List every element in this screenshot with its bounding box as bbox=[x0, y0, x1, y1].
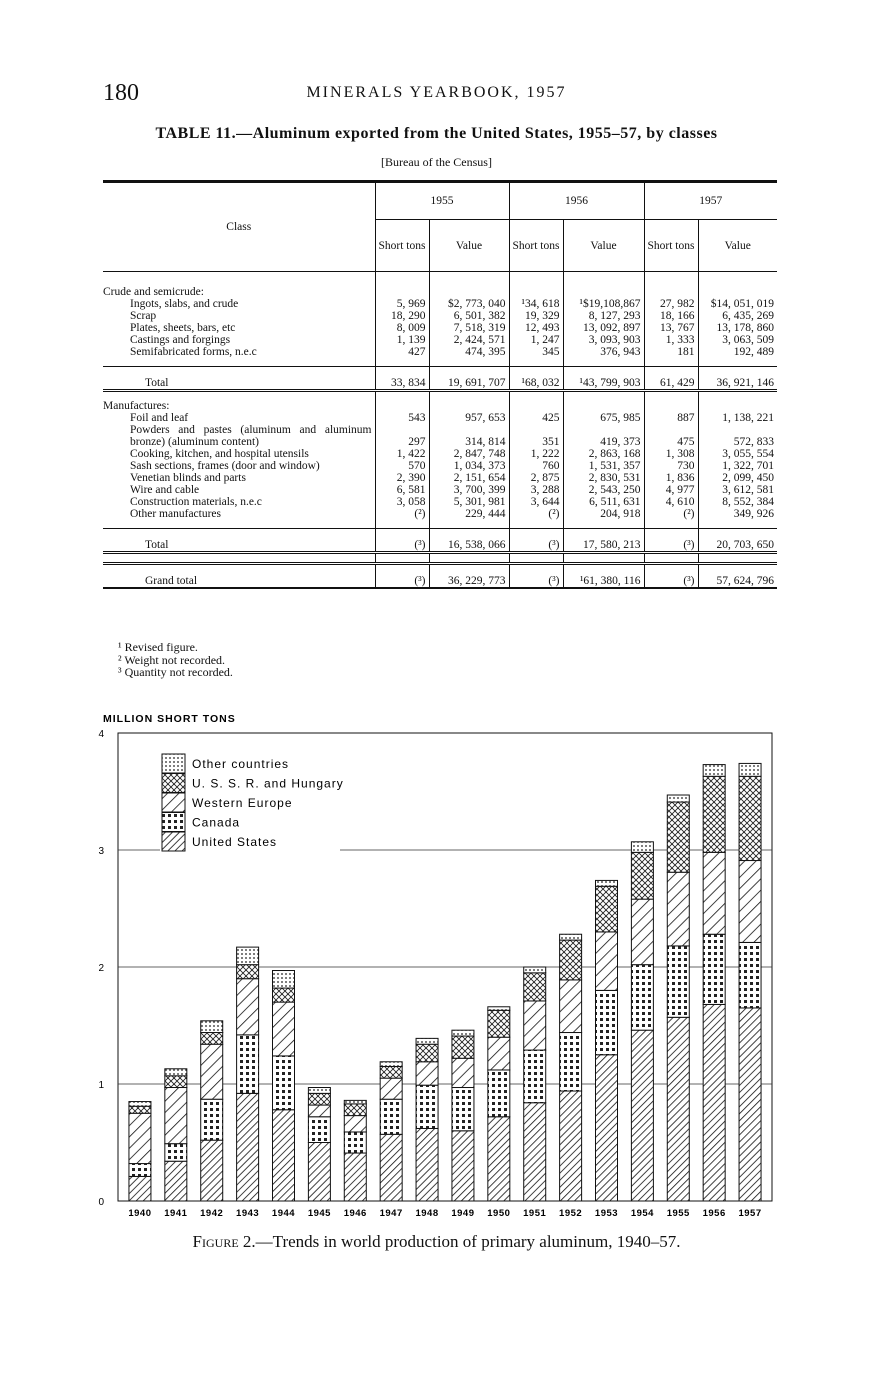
row-cell: 2, 424, 571 bbox=[429, 334, 509, 346]
bar-segment bbox=[488, 1010, 510, 1037]
x-tick-label: 1955 bbox=[666, 1208, 690, 1219]
bar-segment bbox=[560, 934, 582, 940]
bar-segment bbox=[273, 1002, 295, 1056]
bar-segment bbox=[667, 795, 689, 802]
row-cell: ¹61, 380, 116 bbox=[563, 564, 644, 588]
y-axis-label: MILLION SHORT TONS bbox=[103, 713, 236, 725]
row-cell: 3, 700, 399 bbox=[429, 484, 509, 496]
row-cell: 314, 814 bbox=[429, 424, 509, 448]
row-cell bbox=[644, 286, 698, 298]
row-cell: 1, 138, 221 bbox=[698, 412, 777, 424]
x-tick-label: 1949 bbox=[451, 1208, 475, 1219]
y-tick-label: 1 bbox=[98, 1080, 104, 1091]
row-label: Grand total bbox=[145, 574, 198, 587]
row-label: Crude and semicrude: bbox=[103, 286, 204, 298]
x-tick-label: 1956 bbox=[702, 1208, 726, 1219]
row-cell: 1, 531, 357 bbox=[563, 460, 644, 472]
x-tick-label: 1957 bbox=[738, 1208, 762, 1219]
row-cell: (²) bbox=[509, 508, 563, 520]
year-header-1955: 1955 bbox=[375, 182, 509, 220]
figure-caption bbox=[0, 1232, 873, 1252]
row-label: Plates, sheets, bars, etc bbox=[130, 322, 236, 334]
row-label: Ingots, slabs, and crude bbox=[130, 298, 239, 310]
bar-segment bbox=[452, 1058, 474, 1087]
row-cell: (²) bbox=[375, 508, 429, 520]
row-label: Manufactures: bbox=[103, 400, 170, 412]
bar-segment bbox=[237, 1035, 259, 1094]
bar-segment bbox=[631, 965, 653, 1031]
table-row bbox=[103, 460, 777, 472]
x-tick-label: 1951 bbox=[523, 1208, 547, 1219]
bar-segment bbox=[129, 1164, 151, 1177]
bar-segment bbox=[703, 1004, 725, 1201]
row-cell: (³) bbox=[509, 529, 563, 553]
row-cell: 475 bbox=[644, 424, 698, 448]
x-tick-label: 1947 bbox=[379, 1208, 403, 1219]
row-label: Construction materials, n.e.c bbox=[130, 496, 262, 508]
bar-segment bbox=[524, 967, 546, 973]
table-row bbox=[103, 322, 777, 334]
row-cell bbox=[698, 286, 777, 298]
value-header: Value bbox=[429, 220, 509, 272]
bar-segment bbox=[416, 1044, 438, 1062]
row-cell: 16, 538, 066 bbox=[429, 529, 509, 553]
x-tick-label: 1943 bbox=[236, 1208, 260, 1219]
bar-segment bbox=[308, 1143, 330, 1202]
row-cell: 3, 288 bbox=[509, 484, 563, 496]
row-cell: 204, 918 bbox=[563, 508, 644, 520]
bar-segment bbox=[488, 1070, 510, 1117]
row-cell bbox=[563, 400, 644, 412]
row-cell: 229, 444 bbox=[429, 508, 509, 520]
footnote: ³ Quantity not recorded. bbox=[118, 665, 233, 679]
bar-segment bbox=[165, 1144, 187, 1162]
figure-caption-text: —Trends in world production of primary aluminum, 1940–57. bbox=[255, 1232, 681, 1251]
y-tick-label: 0 bbox=[98, 1197, 104, 1208]
bar-segment bbox=[201, 1140, 223, 1201]
row-cell: ¹43, 799, 903 bbox=[563, 367, 644, 391]
row-cell: 474, 395 bbox=[429, 346, 509, 358]
row-label: Foil and leaf bbox=[130, 412, 189, 424]
legend-label: Other countries bbox=[192, 757, 290, 771]
bar-segment bbox=[344, 1132, 366, 1153]
bar-segment bbox=[703, 765, 725, 777]
running-title: MINERALS YEARBOOK, 1957 bbox=[306, 84, 567, 101]
table-row bbox=[103, 484, 777, 496]
row-cell: $14, 051, 019 bbox=[698, 298, 777, 310]
row-cell: 1, 139 bbox=[375, 334, 429, 346]
bar-segment bbox=[703, 852, 725, 934]
row-cell: (³) bbox=[644, 529, 698, 553]
row-cell: 3, 063, 509 bbox=[698, 334, 777, 346]
row-label: Cooking, kitchen, and hospital utensils bbox=[130, 448, 309, 460]
row-cell: 2, 875 bbox=[509, 472, 563, 484]
x-tick-label: 1944 bbox=[271, 1208, 296, 1219]
footnote: ² Weight not recorded. bbox=[118, 652, 226, 667]
row-cell: 2, 847, 748 bbox=[429, 448, 509, 460]
bar-segment bbox=[703, 776, 725, 852]
bar-segment bbox=[524, 1103, 546, 1201]
value-header: Value bbox=[698, 220, 777, 272]
bar-segment bbox=[631, 899, 653, 965]
short-tons-header: Short tons bbox=[509, 220, 563, 272]
row-cell: 36, 921, 146 bbox=[698, 367, 777, 391]
bar-segment bbox=[129, 1106, 151, 1113]
row-cell bbox=[429, 286, 509, 298]
row-cell: 730 bbox=[644, 460, 698, 472]
section-heading bbox=[103, 286, 777, 298]
row-cell: 18, 166 bbox=[644, 310, 698, 322]
bar-segment bbox=[308, 1093, 330, 1105]
x-tick-label: 1945 bbox=[307, 1208, 331, 1219]
row-cell: 2, 830, 531 bbox=[563, 472, 644, 484]
bar-segment bbox=[380, 1062, 402, 1067]
bar-segment bbox=[416, 1038, 438, 1044]
footnotes bbox=[118, 641, 233, 679]
row-cell: 6, 511, 631 bbox=[563, 496, 644, 508]
bar-segment bbox=[667, 1017, 689, 1201]
bar-segment bbox=[380, 1078, 402, 1099]
row-cell bbox=[429, 400, 509, 412]
bar-segment bbox=[237, 1093, 259, 1201]
bar-segment bbox=[596, 1055, 618, 1201]
row-cell: 3, 055, 554 bbox=[698, 448, 777, 460]
row-cell: ¹34, 618 bbox=[509, 298, 563, 310]
row-cell: 6, 581 bbox=[375, 484, 429, 496]
bar-segment bbox=[380, 1134, 402, 1201]
bar-segment bbox=[560, 1091, 582, 1201]
bar-segment bbox=[524, 1001, 546, 1050]
bar-segment bbox=[201, 1021, 223, 1033]
bar-segment bbox=[596, 990, 618, 1054]
table-row bbox=[103, 310, 777, 322]
bar-segment bbox=[524, 1050, 546, 1103]
year-header-1957: 1957 bbox=[644, 182, 777, 220]
row-cell: 33, 834 bbox=[375, 367, 429, 391]
bar-segment bbox=[488, 1037, 510, 1070]
row-cell: (²) bbox=[644, 508, 698, 520]
row-cell: 1, 836 bbox=[644, 472, 698, 484]
bar-segment bbox=[237, 947, 259, 965]
bar-segment bbox=[667, 872, 689, 946]
row-cell bbox=[563, 286, 644, 298]
x-tick-label: 1942 bbox=[200, 1208, 224, 1219]
row-cell: 12, 493 bbox=[509, 322, 563, 334]
row-cell: 19, 691, 707 bbox=[429, 367, 509, 391]
bar-segment bbox=[596, 886, 618, 932]
row-cell: 8, 127, 293 bbox=[563, 310, 644, 322]
bar-segment bbox=[165, 1161, 187, 1201]
row-cell: 7, 518, 319 bbox=[429, 322, 509, 334]
bar-segment bbox=[308, 1105, 330, 1117]
class-header: Class bbox=[103, 182, 375, 272]
row-cell: 3, 058 bbox=[375, 496, 429, 508]
bar-segment bbox=[452, 1088, 474, 1131]
bar-segment bbox=[631, 1030, 653, 1201]
table-row bbox=[103, 298, 777, 310]
legend-swatch bbox=[162, 832, 185, 851]
bar-segment bbox=[452, 1030, 474, 1036]
row-cell bbox=[509, 286, 563, 298]
bar-segment bbox=[201, 1033, 223, 1045]
row-cell: 57, 624, 796 bbox=[698, 564, 777, 588]
x-tick-label: 1950 bbox=[487, 1208, 511, 1219]
bar-segment bbox=[488, 1007, 510, 1011]
table-row bbox=[103, 346, 777, 358]
table-row bbox=[103, 412, 777, 424]
row-cell: 1, 034, 373 bbox=[429, 460, 509, 472]
row-cell: 349, 926 bbox=[698, 508, 777, 520]
row-label: Venetian blinds and parts bbox=[130, 472, 246, 484]
row-cell: 181 bbox=[644, 346, 698, 358]
legend-swatch bbox=[162, 793, 185, 812]
row-cell: 13, 767 bbox=[644, 322, 698, 334]
row-cell: 20, 703, 650 bbox=[698, 529, 777, 553]
row-cell: 18, 290 bbox=[375, 310, 429, 322]
row-spacer bbox=[103, 358, 777, 367]
row-label: Scrap bbox=[130, 310, 157, 322]
bar-segment bbox=[560, 1033, 582, 1092]
bar-segment bbox=[667, 946, 689, 1017]
row-cell: (³) bbox=[509, 564, 563, 588]
bar-segment bbox=[344, 1104, 366, 1116]
row-cell: 1, 322, 701 bbox=[698, 460, 777, 472]
total-row bbox=[103, 367, 777, 391]
row-cell: 3, 644 bbox=[509, 496, 563, 508]
bar-segment bbox=[165, 1076, 187, 1088]
row-cell: 297 bbox=[375, 424, 429, 448]
figure-label: Figure 2. bbox=[192, 1232, 256, 1251]
bar-segment bbox=[596, 880, 618, 886]
bar-segment bbox=[416, 1128, 438, 1201]
row-label: Other manufactures bbox=[130, 508, 222, 520]
y-tick-label: 3 bbox=[98, 846, 104, 857]
bar-segment bbox=[344, 1116, 366, 1132]
y-tick-label: 4 bbox=[98, 729, 104, 740]
table-row bbox=[103, 472, 777, 484]
value-header: Value bbox=[563, 220, 644, 272]
bar-segment bbox=[129, 1113, 151, 1163]
bar-segment bbox=[380, 1066, 402, 1078]
bar-segment bbox=[237, 965, 259, 979]
row-cell: 192, 489 bbox=[698, 346, 777, 358]
section-heading bbox=[103, 400, 777, 412]
row-cell: 572, 833 bbox=[698, 424, 777, 448]
row-spacer bbox=[103, 553, 777, 564]
row-cell: 376, 943 bbox=[563, 346, 644, 358]
row-cell: 425 bbox=[509, 412, 563, 424]
bar-segment bbox=[273, 971, 295, 989]
year-header-1956: 1956 bbox=[509, 182, 644, 220]
row-cell: 2, 099, 450 bbox=[698, 472, 777, 484]
row-cell: $2, 773, 040 bbox=[429, 298, 509, 310]
table-row bbox=[103, 508, 777, 520]
bar-segment bbox=[739, 763, 761, 776]
bar-segment bbox=[273, 988, 295, 1002]
row-spacer bbox=[103, 391, 777, 401]
row-cell: 1, 247 bbox=[509, 334, 563, 346]
chart-svg bbox=[0, 700, 873, 1230]
x-tick-label: 1941 bbox=[164, 1208, 188, 1219]
x-tick-label: 1946 bbox=[343, 1208, 367, 1219]
x-tick-label: 1952 bbox=[559, 1208, 583, 1219]
table-title: TABLE 11.—Aluminum exported from the United States, 1955–57, by classes bbox=[155, 125, 718, 142]
row-cell: 1, 333 bbox=[644, 334, 698, 346]
row-cell: (³) bbox=[375, 529, 429, 553]
row-cell: 345 bbox=[509, 346, 563, 358]
bar-segment bbox=[667, 802, 689, 872]
bar-segment bbox=[703, 934, 725, 1004]
bar-segment bbox=[631, 852, 653, 899]
row-cell bbox=[375, 286, 429, 298]
bar-segment bbox=[560, 980, 582, 1033]
bar-segment bbox=[596, 932, 618, 991]
x-tick-label: 1940 bbox=[128, 1208, 152, 1219]
row-cell: 17, 580, 213 bbox=[563, 529, 644, 553]
row-cell: 36, 229, 773 bbox=[429, 564, 509, 588]
bar-segment bbox=[452, 1131, 474, 1201]
bar-segment bbox=[129, 1176, 151, 1201]
row-cell: 4, 610 bbox=[644, 496, 698, 508]
row-cell: 5, 969 bbox=[375, 298, 429, 310]
bar-segment bbox=[165, 1069, 187, 1076]
bar-segment bbox=[308, 1117, 330, 1143]
bar-segment bbox=[416, 1062, 438, 1085]
bar-segment bbox=[344, 1153, 366, 1201]
bar-segment bbox=[237, 979, 259, 1035]
x-tick-label: 1948 bbox=[415, 1208, 439, 1219]
bar-segment bbox=[380, 1099, 402, 1134]
bar-segment bbox=[416, 1085, 438, 1128]
legend-label: Western Europe bbox=[192, 796, 293, 810]
bar-segment bbox=[524, 973, 546, 1001]
table-row bbox=[103, 448, 777, 460]
row-cell: 543 bbox=[375, 412, 429, 424]
row-cell: 3, 093, 903 bbox=[563, 334, 644, 346]
legend-swatch bbox=[162, 754, 185, 773]
bar-segment bbox=[165, 1088, 187, 1144]
bar-segment bbox=[739, 861, 761, 943]
row-cell: 957, 653 bbox=[429, 412, 509, 424]
y-tick-label: 2 bbox=[98, 963, 104, 974]
row-cell bbox=[375, 400, 429, 412]
row-cell bbox=[644, 400, 698, 412]
row-cell: 1, 422 bbox=[375, 448, 429, 460]
row-label: Total bbox=[145, 539, 169, 551]
row-label: Total bbox=[145, 377, 169, 389]
row-label: Wire and cable bbox=[130, 484, 200, 496]
row-cell: 13, 178, 860 bbox=[698, 322, 777, 334]
legend-swatch bbox=[162, 813, 185, 832]
row-spacer bbox=[103, 520, 777, 529]
row-cell: 4, 977 bbox=[644, 484, 698, 496]
bar-segment bbox=[560, 940, 582, 980]
total-row bbox=[103, 529, 777, 553]
grand-total-row bbox=[103, 564, 777, 588]
page-number: 180 bbox=[103, 80, 139, 106]
bar-segment bbox=[273, 1110, 295, 1201]
legend-label: U. S. S. R. and Hungary bbox=[192, 776, 344, 791]
row-spacer bbox=[103, 272, 777, 287]
row-cell: 351 bbox=[509, 424, 563, 448]
table-source: [Bureau of the Census] bbox=[381, 155, 492, 169]
x-tick-label: 1953 bbox=[594, 1208, 619, 1219]
bar-segment bbox=[201, 1099, 223, 1140]
row-cell: 2, 390 bbox=[375, 472, 429, 484]
short-tons-header: Short tons bbox=[644, 220, 698, 272]
bar-segment bbox=[344, 1100, 366, 1104]
row-cell: (³) bbox=[644, 564, 698, 588]
legend-label: Canada bbox=[192, 815, 241, 830]
row-cell: 887 bbox=[644, 412, 698, 424]
legend-swatch bbox=[162, 774, 185, 793]
bar-segment bbox=[201, 1044, 223, 1099]
table-row bbox=[103, 424, 777, 448]
row-cell: 1, 222 bbox=[509, 448, 563, 460]
row-cell: 27, 982 bbox=[644, 298, 698, 310]
table-row bbox=[103, 496, 777, 508]
row-cell bbox=[698, 400, 777, 412]
bar-segment bbox=[739, 1008, 761, 1201]
bar-segment bbox=[308, 1088, 330, 1094]
row-cell: 427 bbox=[375, 346, 429, 358]
bar-segment bbox=[631, 842, 653, 853]
row-label: Semifabricated forms, n.e.c bbox=[130, 346, 257, 358]
row-label: Powders and pastes (aluminum and aluminum bronze) (aluminum content) bbox=[130, 424, 372, 448]
row-cell bbox=[509, 400, 563, 412]
row-cell: 570 bbox=[375, 460, 429, 472]
bar-segment bbox=[452, 1036, 474, 1058]
x-tick-label: 1954 bbox=[630, 1208, 654, 1219]
row-label: Castings and forgings bbox=[130, 334, 231, 346]
export-table bbox=[103, 180, 777, 589]
production-chart bbox=[0, 700, 873, 1230]
row-cell: 13, 092, 897 bbox=[563, 322, 644, 334]
row-cell: 8, 552, 384 bbox=[698, 496, 777, 508]
row-cell: (³) bbox=[375, 564, 429, 588]
row-cell: 61, 429 bbox=[644, 367, 698, 391]
row-cell: ¹68, 032 bbox=[509, 367, 563, 391]
row-cell: 675, 985 bbox=[563, 412, 644, 424]
row-cell: 6, 435, 269 bbox=[698, 310, 777, 322]
footnote: ¹ Revised figure. bbox=[118, 640, 198, 654]
row-cell: 1, 308 bbox=[644, 448, 698, 460]
row-cell: ¹$19,108,867 bbox=[563, 298, 644, 310]
short-tons-header: Short tons bbox=[375, 220, 429, 272]
row-cell: 5, 301, 981 bbox=[429, 496, 509, 508]
row-cell: 8, 009 bbox=[375, 322, 429, 334]
bar-segment bbox=[273, 1056, 295, 1110]
legend-label: United States bbox=[192, 835, 278, 849]
row-cell: 760 bbox=[509, 460, 563, 472]
table-row bbox=[103, 334, 777, 346]
row-cell: 3, 612, 581 bbox=[698, 484, 777, 496]
bar-segment bbox=[739, 942, 761, 1008]
bar-segment bbox=[129, 1102, 151, 1107]
row-cell: 6, 501, 382 bbox=[429, 310, 509, 322]
row-cell: 2, 543, 250 bbox=[563, 484, 644, 496]
row-label: Sash sections, frames (door and window) bbox=[130, 460, 320, 472]
bar-segment bbox=[739, 776, 761, 860]
row-cell: 2, 151, 654 bbox=[429, 472, 509, 484]
row-cell: 2, 863, 168 bbox=[563, 448, 644, 460]
bar-segment bbox=[488, 1117, 510, 1201]
row-cell: 19, 329 bbox=[509, 310, 563, 322]
row-cell: 419, 373 bbox=[563, 424, 644, 448]
